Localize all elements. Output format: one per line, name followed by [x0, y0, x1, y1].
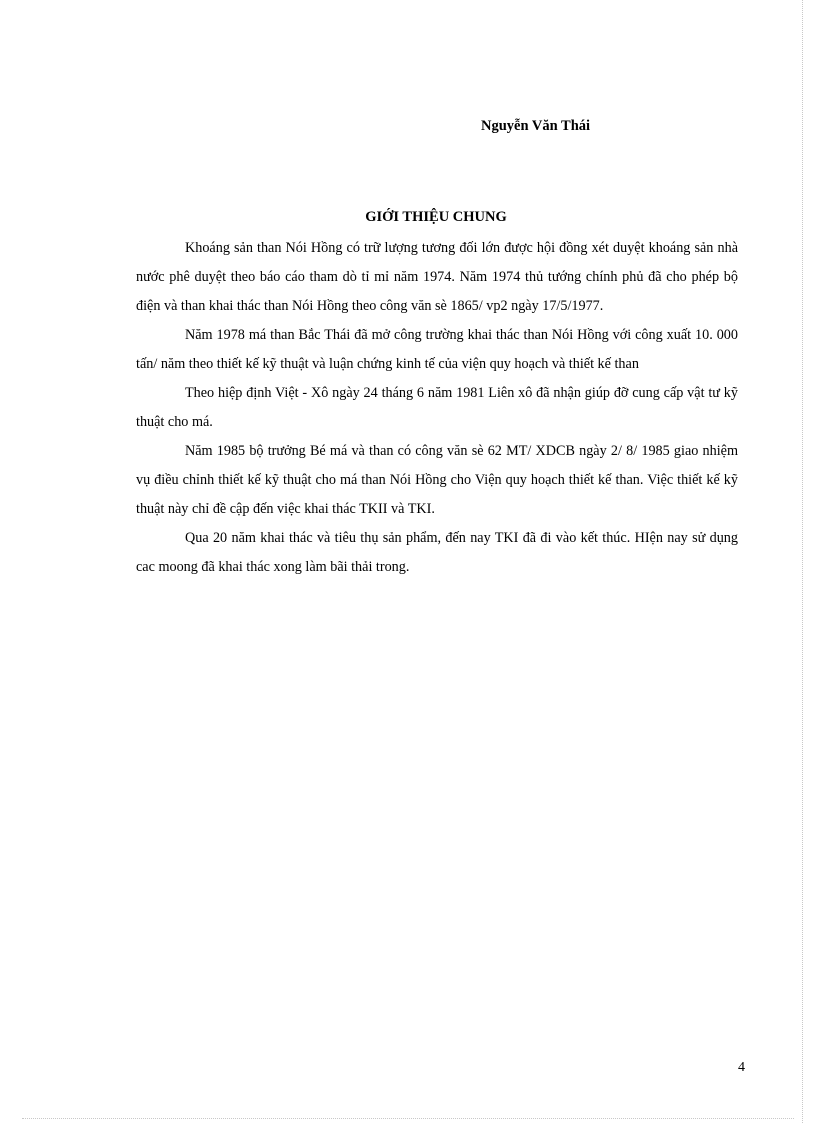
- paragraph: Năm 1985 bộ trưởng Bé má và than có công văn sè 62 MT/ XDCB ngày 2/ 8/ 1985 giao nhiệm vụ điều chỉnh thiết kế kỹ thuật cho má than Nói Hồng cho Viện quy hoạch thiết kế than. Việc thiết kế kỹ thuật này chỉ đề cập đến việc khai thác TKII và TKI.: [136, 443, 738, 517]
- page-number: 4: [738, 1060, 745, 1075]
- paragraph: Qua 20 năm khai thác và tiêu thụ sản phẩm, đến nay TKI đã đi vào kết thúc. HIện nay sử dụng cac moong đã khai thác xong làm bãi thải trong.: [136, 530, 738, 575]
- page-boundary-right: [802, 0, 803, 1123]
- paragraph: Theo hiệp định Việt - Xô ngày 24 tháng 6 năm 1981 Liên xô đã nhận giúp đỡ cung cấp vật tư kỹ thuật cho má.: [136, 385, 738, 430]
- section-title: GIỚI THIỆU CHUNG: [365, 209, 507, 225]
- body-text: [136, 234, 738, 582]
- page-boundary-bottom: [22, 1118, 794, 1119]
- author-name: Nguyễn Văn Thái: [481, 118, 591, 134]
- paragraph: Khoáng sản than Nói Hồng có trữ lượng tương đối lớn được hội đồng xét duyệt khoáng sản nhà nước phê duyệt theo báo cáo tham dò tỉ mỉ năm 1974. Năm 1974 thủ tướng chính phủ đã cho phép bộ điện và than khai thác than Nói Hồng theo công văn sè 1865/ vp2 ngày 17/5/1977.: [136, 240, 738, 314]
- paragraph: Năm 1978 má than Bắc Thái đã mở công trường khai thác than Nói Hồng với công xuất 10. 000 tấn/ năm theo thiết kế kỹ thuật và luận chứng kinh tế của viện quy hoạch và thiết kế than: [136, 327, 738, 372]
